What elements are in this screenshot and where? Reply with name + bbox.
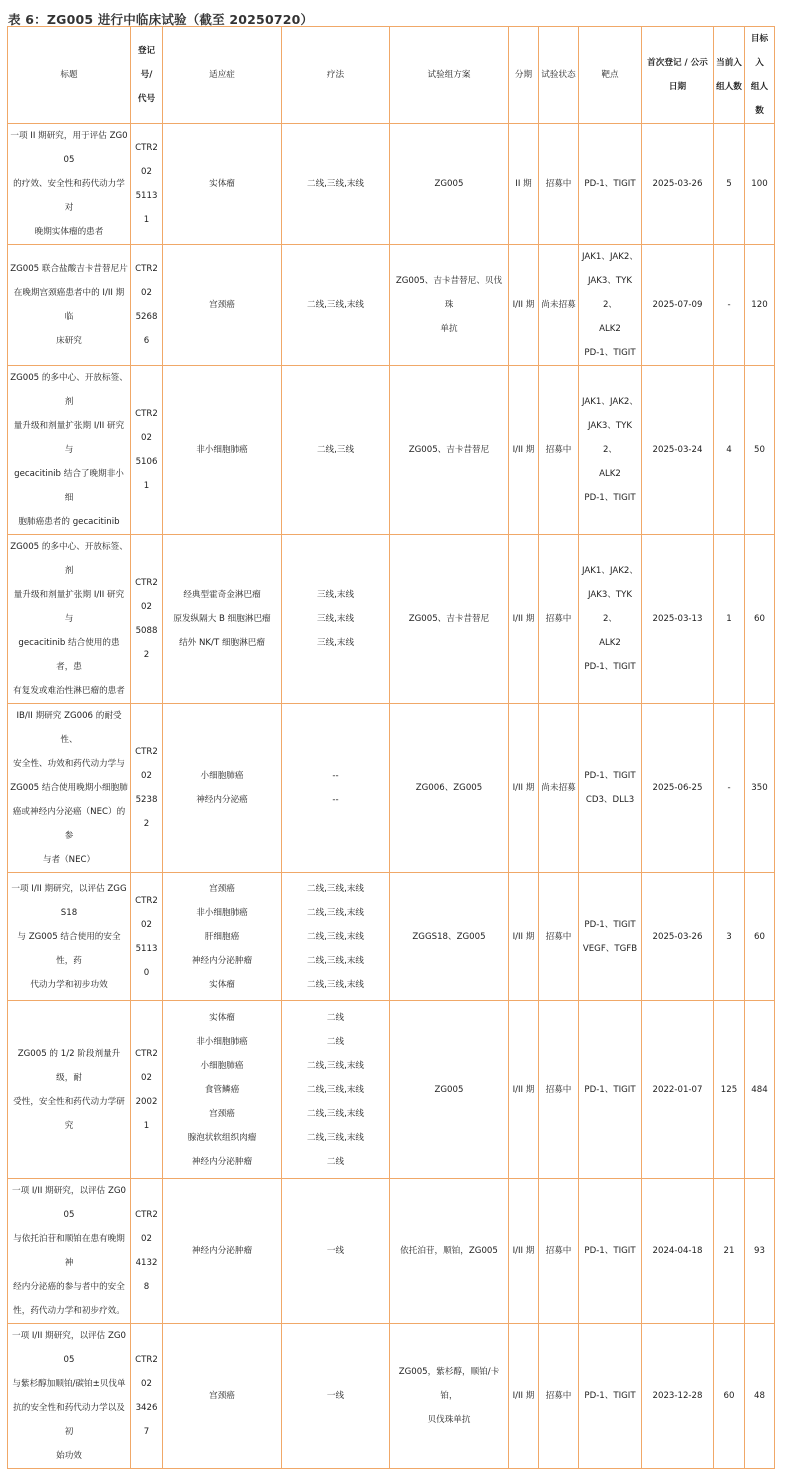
arms-line: ZG005、吉卡昔替尼 xyxy=(408,614,490,624)
cell-date: 2025-07-09 xyxy=(642,245,714,366)
indication-line: 肝细胞癌 xyxy=(204,931,240,942)
arms-line: 依托泊苷，顺铂，ZG005 xyxy=(400,1246,498,1256)
cell-code xyxy=(131,535,163,704)
cell-indication xyxy=(163,704,282,873)
code-line: CTR202 xyxy=(135,747,158,781)
cell-current: 4 xyxy=(714,366,745,535)
cell-date: 2025-03-24 xyxy=(642,366,714,535)
cell-goal: 484 xyxy=(745,1001,775,1179)
therapy-line: 二线,三线,末线 xyxy=(306,907,365,918)
cell-title xyxy=(8,366,131,535)
cell-date: 2022-01-07 xyxy=(642,1001,714,1179)
cell-target xyxy=(579,704,642,873)
title-line: 晚期实体瘤的患者 xyxy=(34,227,104,237)
cell-target xyxy=(579,873,642,1001)
cell-status: 招募中 xyxy=(539,1179,579,1324)
target-line: JAK3、TYK2、 xyxy=(587,276,633,310)
table-row xyxy=(8,704,775,873)
table-row xyxy=(8,1324,775,1469)
cell-date: 2025-03-26 xyxy=(642,873,714,1001)
therapy-line: 二线,三线,末线 xyxy=(306,1084,365,1095)
cell-current: 5 xyxy=(714,124,745,245)
cell-goal: 60 xyxy=(745,535,775,704)
therapy-line: 二线,三线,末线 xyxy=(306,1108,365,1119)
title-line: 经内分泌癌的参与者中的安全 xyxy=(13,1282,125,1292)
target-line: PD-1、TIGIT xyxy=(584,662,636,672)
target-line: PD-1、TIGIT xyxy=(584,1246,636,1256)
code-line: CTR202 xyxy=(135,1210,158,1244)
cell-current: 3 xyxy=(714,873,745,1001)
target-line: PD-1、TIGIT xyxy=(584,1084,636,1095)
cell-code xyxy=(131,704,163,873)
cell-target xyxy=(579,245,642,366)
cell-therapy xyxy=(282,873,390,1001)
cell-arms xyxy=(390,124,509,245)
therapy-line: 二线 xyxy=(326,1036,345,1047)
table-row xyxy=(8,1179,775,1324)
cell-phase: I/II 期 xyxy=(509,366,539,535)
indication-line: 实体瘤 xyxy=(209,179,235,189)
indication-line: 宫颈癌 xyxy=(209,300,235,310)
cell-goal: 48 xyxy=(745,1324,775,1469)
arms-line: ZG005，紫杉醇，顺铂/卡铂， xyxy=(398,1367,500,1401)
therapy-line: 二线,三线,末线 xyxy=(306,931,365,942)
cell-current: - xyxy=(714,704,745,873)
cell-current: 21 xyxy=(714,1179,745,1324)
indication-line: 经典型霍奇金淋巴瘤 xyxy=(183,590,261,600)
therapy-line: 一线 xyxy=(326,1391,345,1401)
title-line: 在晚期宫颈癌患者中的 I/II 期临 xyxy=(13,288,125,322)
cell-phase: I/II 期 xyxy=(509,1001,539,1179)
title-line: ZG005 联合盐酸吉卡昔替尼片 xyxy=(10,264,128,274)
target-line: VEGF、TGFB xyxy=(582,943,638,954)
title-line: 与依托泊苷和顺铂在患有晚期神 xyxy=(13,1234,125,1268)
cell-phase: I/II 期 xyxy=(509,1179,539,1324)
cell-arms xyxy=(390,1324,509,1469)
cell-arms xyxy=(390,1001,509,1179)
cell-status: 招募中 xyxy=(539,124,579,245)
target-line: PD-1、TIGIT xyxy=(584,179,636,189)
target-line: PD-1、TIGIT xyxy=(584,919,636,930)
code-line: 20021 xyxy=(135,1096,158,1131)
cell-indication xyxy=(163,873,282,1001)
cell-arms xyxy=(390,535,509,704)
title-line: gecacitinib 结合使用的患者，患 xyxy=(18,638,120,672)
therapy-line: 二线,三线,末线 xyxy=(306,300,365,310)
target-line: PD-1、TIGIT xyxy=(584,493,636,503)
header-goal: 目标入 组人数 xyxy=(745,27,775,124)
target-line: JAK3、TYK2、 xyxy=(587,590,633,624)
cell-therapy xyxy=(282,704,390,873)
cell-goal: 50 xyxy=(745,366,775,535)
indication-line: 宫颈癌 xyxy=(209,1108,235,1119)
cell-therapy xyxy=(282,124,390,245)
therapy-line: -- xyxy=(332,795,339,805)
cell-phase: I/II 期 xyxy=(509,535,539,704)
therapy-line: 二线,三线,末线 xyxy=(306,1060,365,1071)
header-current: 当前入 组人数 xyxy=(714,27,745,124)
indication-line: 非小细胞肺癌 xyxy=(196,445,248,455)
table-row xyxy=(8,245,775,366)
header-arms: 试验组方案 xyxy=(390,27,509,124)
cell-status: 招募中 xyxy=(539,873,579,1001)
title-line: 癌或神经内分泌癌（NEC）的参 xyxy=(12,807,126,841)
cell-therapy xyxy=(282,1001,390,1179)
cell-target xyxy=(579,366,642,535)
cell-target xyxy=(579,1324,642,1469)
title-line: ZG005 结合使用晚期小细胞肺 xyxy=(10,783,128,793)
indication-line: 小细胞肺癌 xyxy=(200,771,244,781)
cell-indication xyxy=(163,1179,282,1324)
target-line: ALK2 xyxy=(599,638,621,648)
cell-indication xyxy=(163,124,282,245)
therapy-line: 三线,末线 xyxy=(316,638,355,648)
cell-title xyxy=(8,1324,131,1469)
title-line: 一项 I/II 期研究，以评估 ZG005 xyxy=(11,1186,127,1220)
cell-date: 2023-12-28 xyxy=(642,1324,714,1469)
cell-phase: I/II 期 xyxy=(509,1324,539,1469)
cell-indication xyxy=(163,245,282,366)
cell-phase: II 期 xyxy=(509,124,539,245)
code-line: 52686 xyxy=(135,312,158,346)
code-line: 51061 xyxy=(135,457,158,491)
therapy-line: 一线 xyxy=(326,1246,345,1256)
cell-current: 125 xyxy=(714,1001,745,1179)
code-line: 34267 xyxy=(135,1403,158,1437)
cell-goal: 120 xyxy=(745,245,775,366)
cell-title xyxy=(8,245,131,366)
header-phase: 分期 xyxy=(509,27,539,124)
title-line: ZG005 的 1/2 阶段剂量升级，耐 xyxy=(17,1048,121,1083)
title-line: 受性，安全性和药代动力学研究 xyxy=(13,1096,125,1131)
indication-line: 神经内分泌癌 xyxy=(196,795,248,805)
therapy-line: 二线,三线,末线 xyxy=(306,955,365,966)
indication-line: 食管鳞癌 xyxy=(204,1084,240,1095)
therapy-line: 三线,末线 xyxy=(316,614,355,624)
title-line: gecacitinib 结合了晚期非小细 xyxy=(14,469,124,503)
cell-title xyxy=(8,704,131,873)
cell-indication xyxy=(163,366,282,535)
header-status: 试验状态 xyxy=(539,27,579,124)
cell-indication xyxy=(163,1001,282,1179)
cell-current: - xyxy=(714,245,745,366)
indication-line: 原发纵隔大 B 细胞淋巴瘤 xyxy=(173,614,271,624)
title-line: 与紫杉醇加顺铂/碳铂±贝伐单 xyxy=(12,1379,126,1389)
indication-line: 实体瘤 xyxy=(209,979,235,990)
cell-current: 1 xyxy=(714,535,745,704)
target-line: CD3、DLL3 xyxy=(585,795,635,805)
cell-arms xyxy=(390,704,509,873)
table-row xyxy=(8,535,775,704)
title-line: 胞肺癌患者的 gecacitinib xyxy=(18,517,120,527)
cell-therapy xyxy=(282,245,390,366)
target-line: PD-1、TIGIT xyxy=(584,1391,636,1401)
title-line: 床研究 xyxy=(56,336,82,346)
code-line: CTR202 xyxy=(135,264,158,298)
cell-goal: 100 xyxy=(745,124,775,245)
title-line: 性，药代动力学和初步疗效。 xyxy=(13,1306,125,1316)
arms-line: 贝伐珠单抗 xyxy=(427,1415,471,1425)
table-row xyxy=(8,124,775,245)
cell-status: 招募中 xyxy=(539,1001,579,1179)
code-line: 50882 xyxy=(135,626,158,660)
clinical-trials-table xyxy=(7,26,775,1469)
title-line: 一项 I/II 期研究，以评估 ZG005 xyxy=(11,1331,127,1365)
cell-date: 2024-04-18 xyxy=(642,1179,714,1324)
indication-line: 神经内分泌肿瘤 xyxy=(191,955,253,966)
header-title: 标题 xyxy=(8,27,131,124)
cell-therapy xyxy=(282,366,390,535)
therapy-line: 二线,三线,末线 xyxy=(306,1132,365,1143)
indication-line: 实体瘤 xyxy=(209,1012,235,1023)
title-line: ZG005 的多中心、开放标签、剂 xyxy=(10,542,128,576)
cell-arms xyxy=(390,873,509,1001)
header-target: 靶点 xyxy=(579,27,642,124)
cell-code xyxy=(131,124,163,245)
title-line: 与者（NEC） xyxy=(42,855,96,865)
indication-line: 神经内分泌肿瘤 xyxy=(191,1246,253,1256)
cell-indication xyxy=(163,535,282,704)
code-line: 51130 xyxy=(135,943,158,978)
cell-goal: 60 xyxy=(745,873,775,1001)
therapy-line: 三线,末线 xyxy=(316,590,355,600)
cell-therapy xyxy=(282,1324,390,1469)
cell-status: 招募中 xyxy=(539,535,579,704)
cell-goal: 350 xyxy=(745,704,775,873)
therapy-line: 二线,三线,末线 xyxy=(306,179,365,189)
cell-status: 尚未招募 xyxy=(539,245,579,366)
target-line: ALK2 xyxy=(599,324,621,334)
cell-title xyxy=(8,1179,131,1324)
title-line: 量升级和剂量扩张期 I/II 研究与 xyxy=(13,590,125,624)
code-line: CTR202 xyxy=(135,143,158,177)
cell-code xyxy=(131,1324,163,1469)
title-line: IB/II 期研究 ZG006 的耐受性、 xyxy=(16,711,122,745)
cell-arms xyxy=(390,245,509,366)
code-line: 51131 xyxy=(135,191,158,225)
cell-target xyxy=(579,1179,642,1324)
cell-title xyxy=(8,124,131,245)
cell-status: 招募中 xyxy=(539,1324,579,1469)
arms-line: ZG006、ZG005 xyxy=(415,783,483,793)
title-line: 抗的安全性和药代动力学以及初 xyxy=(13,1403,125,1437)
cell-target xyxy=(579,1001,642,1179)
indication-line: 小细胞肺癌 xyxy=(200,1060,244,1071)
title-line: 的疗效、安全性和药代动力学对 xyxy=(13,179,125,213)
indication-line: 神经内分泌肿瘤 xyxy=(191,1156,253,1167)
target-line: JAK1、JAK2、 xyxy=(582,566,638,576)
title-line: ZG005 的多中心、开放标签、剂 xyxy=(10,373,128,407)
cell-code xyxy=(131,1179,163,1324)
therapy-line: 二线 xyxy=(326,1012,345,1023)
therapy-line: 二线,三线,末线 xyxy=(306,883,365,894)
title-line: 安全性、功效和药代动力学与 xyxy=(13,759,125,769)
title-line: 量升级和剂量扩张期 I/II 研究与 xyxy=(13,421,125,455)
indication-line: 宫颈癌 xyxy=(209,883,235,894)
indication-line: 结外 NK/T 细胞淋巴瘤 xyxy=(179,638,265,648)
indication-line: 腺泡状软组织肉瘤 xyxy=(187,1132,257,1143)
indication-line: 非小细胞肺癌 xyxy=(196,907,248,918)
cell-therapy xyxy=(282,1179,390,1324)
code-line: 41328 xyxy=(135,1258,158,1292)
code-line: CTR202 xyxy=(135,895,158,930)
table-body xyxy=(8,124,775,1469)
arms-line: ZGGS18、ZG005 xyxy=(412,931,486,942)
cell-title xyxy=(8,535,131,704)
cell-goal: 93 xyxy=(745,1179,775,1324)
cell-status: 招募中 xyxy=(539,366,579,535)
target-line: ALK2 xyxy=(599,469,621,479)
code-line: CTR202 xyxy=(135,409,158,443)
code-line: CTR202 xyxy=(135,578,158,612)
table-title: 表 6：ZG005 进行中临床试验（截至 20250720） xyxy=(8,12,314,27)
cell-code xyxy=(131,873,163,1001)
cell-indication xyxy=(163,1324,282,1469)
therapy-line: 二线 xyxy=(326,1156,345,1167)
code-line: CTR202 xyxy=(135,1048,158,1083)
cell-phase: I/II 期 xyxy=(509,873,539,1001)
target-line: PD-1、TIGIT xyxy=(584,348,636,358)
table-row xyxy=(8,1001,775,1179)
cell-arms xyxy=(390,366,509,535)
cell-arms xyxy=(390,1179,509,1324)
header-reg-code: 登记号/ 代号 xyxy=(131,27,163,124)
title-line: 一项 II 期研究，用于评估 ZG005 xyxy=(10,131,128,165)
target-line: JAK1、JAK2、 xyxy=(582,252,638,262)
cell-current: 60 xyxy=(714,1324,745,1469)
cell-target xyxy=(579,535,642,704)
title-line: 代动力学和初步功效 xyxy=(30,979,108,990)
code-line: 52382 xyxy=(135,795,158,829)
arms-line: ZG005 xyxy=(434,179,464,189)
cell-code xyxy=(131,1001,163,1179)
indication-line: 宫颈癌 xyxy=(209,1391,235,1401)
cell-date: 2025-03-13 xyxy=(642,535,714,704)
header-date: 首次登记 / 公示 日期 xyxy=(642,27,714,124)
header-indication: 适应症 xyxy=(163,27,282,124)
cell-code xyxy=(131,245,163,366)
cell-title xyxy=(8,873,131,1001)
arms-line: ZG005 xyxy=(434,1084,464,1095)
cell-status: 尚未招募 xyxy=(539,704,579,873)
cell-date: 2025-06-25 xyxy=(642,704,714,873)
arms-line: ZG005、吉卡昔替尼、贝伐珠 xyxy=(395,276,503,310)
arms-line: ZG005、吉卡昔替尼 xyxy=(408,445,490,455)
cell-therapy xyxy=(282,535,390,704)
therapy-line: 二线,三线,末线 xyxy=(306,979,365,990)
header-row xyxy=(8,27,775,124)
cell-phase: I/II 期 xyxy=(509,245,539,366)
indication-line: 非小细胞肺癌 xyxy=(196,1036,248,1047)
cell-title xyxy=(8,1001,131,1179)
arms-line: 单抗 xyxy=(440,324,458,334)
cell-code xyxy=(131,366,163,535)
cell-date: 2025-03-26 xyxy=(642,124,714,245)
target-line: PD-1、TIGIT xyxy=(584,771,636,781)
title-line: 与 ZG005 结合使用的安全性，药 xyxy=(17,931,121,966)
target-line: JAK3、TYK2、 xyxy=(587,421,633,455)
cell-phase: I/II 期 xyxy=(509,704,539,873)
header-therapy: 疗法 xyxy=(282,27,390,124)
target-line: JAK1、JAK2、 xyxy=(582,397,638,407)
title-line: 一项 I/II 期研究，以评估 ZGGS18 xyxy=(11,883,127,918)
therapy-line: -- xyxy=(332,771,339,781)
cell-target xyxy=(579,124,642,245)
code-line: CTR202 xyxy=(135,1355,158,1389)
table-row xyxy=(8,873,775,1001)
table-row xyxy=(8,366,775,535)
title-line: 始功效 xyxy=(56,1451,82,1461)
title-line: 有复发或难治性淋巴瘤的患者 xyxy=(13,686,125,696)
therapy-line: 二线,三线 xyxy=(316,445,355,455)
